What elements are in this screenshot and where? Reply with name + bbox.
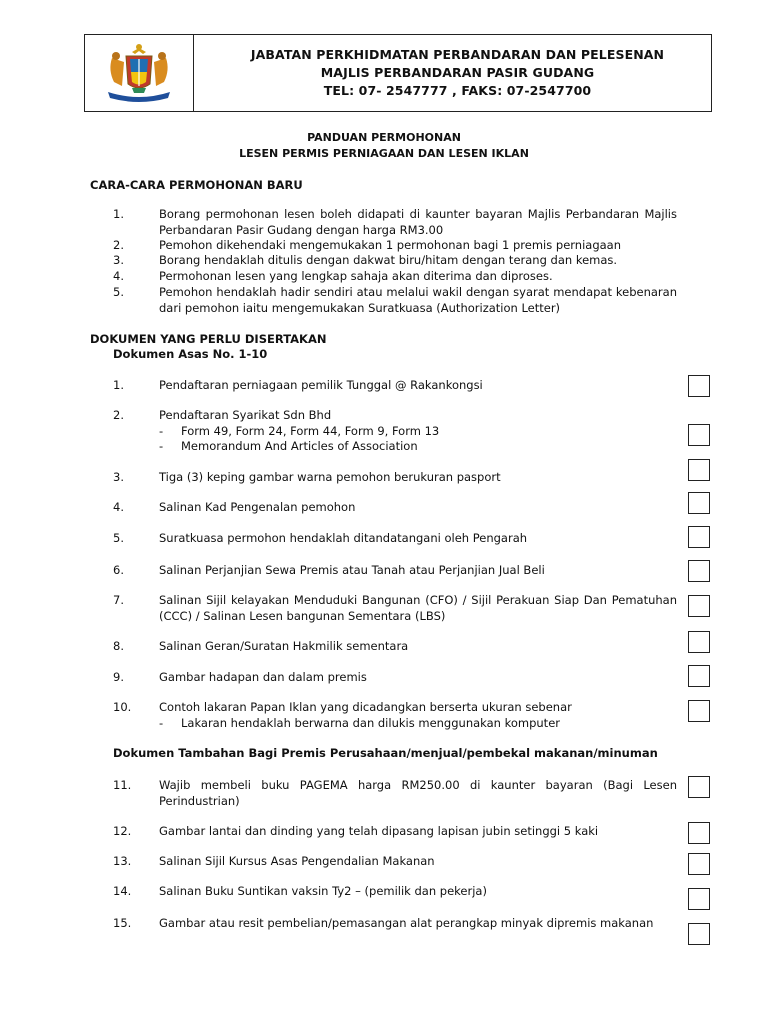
checkbox-8[interactable]	[688, 631, 710, 653]
checkbox-14[interactable]	[688, 888, 710, 910]
item-number: 8.	[113, 639, 124, 653]
checkbox-4[interactable]	[688, 492, 710, 514]
crest-logo-icon	[102, 42, 176, 104]
header-line-3: TEL: 07- 2547777 , FAKS: 07-2547700	[323, 83, 592, 98]
item-text	[159, 700, 677, 731]
header-line-2: MAJLIS PERBANDARAN PASIR GUDANG	[320, 65, 595, 80]
item-number: 10.	[113, 700, 132, 714]
item-text: Borang hendaklah ditulis dengan dakwat biru/hitam dengan terang dan kemas.	[159, 253, 618, 267]
item-number: 4.	[113, 500, 124, 514]
item-text: Borang permohonan lesen boleh didapati di kaunter bayaran Majlis Perbandaran Majlis Perbandaran Pasir Gudang dengan harga RM3.00	[159, 207, 677, 237]
item-number: 5.	[113, 531, 124, 545]
item-text: Gambar hadapan dan dalam premis	[159, 670, 367, 684]
page-title-line-2: LESEN PERMIS PERNIAGAAN DAN LESEN IKLAN	[239, 147, 529, 160]
item-text: Salinan Sijil kelayakan Menduduki Bangunan (CFO) / Sijil Perakuan Siap Dan Pematuhan (CCC) / Salinan Lesen bangunan Sementara (LBS)	[159, 593, 677, 623]
sub-item: - Memorandum And Articles of Association	[159, 439, 418, 453]
checkbox-15[interactable]	[688, 923, 710, 945]
item-main-text: Pendaftaran Syarikat Sdn Bhd	[159, 408, 332, 422]
item-text: Salinan Buku Suntikan vaksin Ty2 – (pemilik dan pekerja)	[159, 884, 487, 898]
item-text: Pemohon hendaklah hadir sendiri atau melalui wakil dengan syarat mendapat kebenaran dari pemohon iaitu mengemukakan Suratkuasa (Authorization Letter)	[159, 285, 677, 315]
item-number: 13.	[113, 854, 132, 868]
logo-cell	[85, 35, 194, 111]
page-title-line-1: PANDUAN PERMOHONAN	[307, 131, 461, 144]
item-text: Gambar lantai dan dinding yang telah dipasang lapisan jubin setinggi 5 kaki	[159, 824, 599, 838]
item-number: 1.	[113, 207, 124, 221]
item-number: 2.	[113, 408, 124, 422]
checkbox-7[interactable]	[688, 595, 710, 617]
item-text: Suratkuasa permohon hendaklah ditandatangani oleh Pengarah	[159, 531, 528, 545]
sub-item-text: Lakaran hendaklah berwarna dan dilukis menggunakan komputer	[181, 715, 560, 730]
item-number: 9.	[113, 670, 124, 684]
header-line-1: JABATAN PERKHIDMATAN PERBANDARAN DAN PELESENAN	[250, 47, 665, 62]
header-box	[84, 34, 712, 112]
section-heading-tambahan: Dokumen Tambahan Bagi Premis Perusahaan/menjual/pembekal makanan/minuman	[113, 746, 658, 760]
item-text: Gambar atau resit pembelian/pemasangan alat perangkap minyak dipremis makanan	[159, 916, 654, 930]
item-text: Tiga (3) keping gambar warna pemohon berukuran pasport	[159, 470, 501, 484]
checkbox-13[interactable]	[688, 853, 710, 875]
checkbox-11[interactable]	[688, 776, 710, 798]
item-number: 14.	[113, 884, 132, 898]
item-text: Pemohon dikehendaki mengemukakan 1 permohonan bagi 1 premis perniagaan	[159, 238, 622, 252]
item-text: Salinan Kad Pengenalan pemohon	[159, 500, 356, 514]
item-number: 11.	[113, 778, 132, 792]
sub-item: - Form 49, Form 24, Form 44, Form 9, Form 13	[159, 423, 440, 438]
checkbox-1[interactable]	[688, 375, 710, 397]
checkbox-10[interactable]	[688, 700, 710, 722]
item-text: Wajib membeli buku PAGEMA harga RM250.00 di kaunter bayaran (Bagi Lesen Perindustrian)	[159, 778, 677, 808]
item-text: Permohonan lesen yang lengkap sahaja akan diterima dan diproses.	[159, 269, 553, 283]
sub-item-text: Memorandum And Articles of Association	[181, 439, 418, 453]
item-number: 12.	[113, 824, 132, 838]
item-number: 3.	[113, 470, 124, 484]
section-subheading-asas: Dokumen Asas No. 1-10	[113, 347, 268, 361]
item-number: 7.	[113, 593, 124, 607]
checkbox-5[interactable]	[688, 526, 710, 548]
item-text: Pendaftaran perniagaan pemilik Tunggal @ Rakankongsi	[159, 378, 483, 392]
checkbox-3[interactable]	[688, 459, 710, 481]
item-number: 5.	[113, 285, 124, 299]
item-number: 15.	[113, 916, 132, 930]
item-number: 3.	[113, 253, 124, 267]
item-number: 1.	[113, 378, 124, 392]
item-number: 4.	[113, 269, 124, 283]
sub-item-text: Form 49, Form 24, Form 44, Form 9, Form 13	[181, 423, 440, 438]
checkbox-2[interactable]	[688, 424, 710, 446]
item-text: Salinan Geran/Suratan Hakmilik sementara	[159, 639, 409, 653]
checkbox-9[interactable]	[688, 665, 710, 687]
checkbox-6[interactable]	[688, 560, 710, 582]
sub-item: - Lakaran hendaklah berwarna dan dilukis menggunakan komputer	[159, 715, 560, 730]
item-number: 6.	[113, 563, 124, 577]
section-heading-cara: CARA-CARA PERMOHONAN BARU	[90, 178, 303, 192]
section-heading-dokumen: DOKUMEN YANG PERLU DISERTAKAN	[90, 332, 327, 346]
header-title	[194, 35, 711, 111]
item-text: Salinan Perjanjian Sewa Premis atau Tanah atau Perjanjian Jual Beli	[159, 563, 545, 577]
item-main-text: Contoh lakaran Papan Iklan yang dicadangkan berserta ukuran sebenar	[159, 700, 572, 714]
item-text	[159, 408, 677, 455]
item-number: 2.	[113, 238, 124, 252]
checkbox-12[interactable]	[688, 822, 710, 844]
item-text: Salinan Sijil Kursus Asas Pengendalian Makanan	[159, 854, 435, 868]
